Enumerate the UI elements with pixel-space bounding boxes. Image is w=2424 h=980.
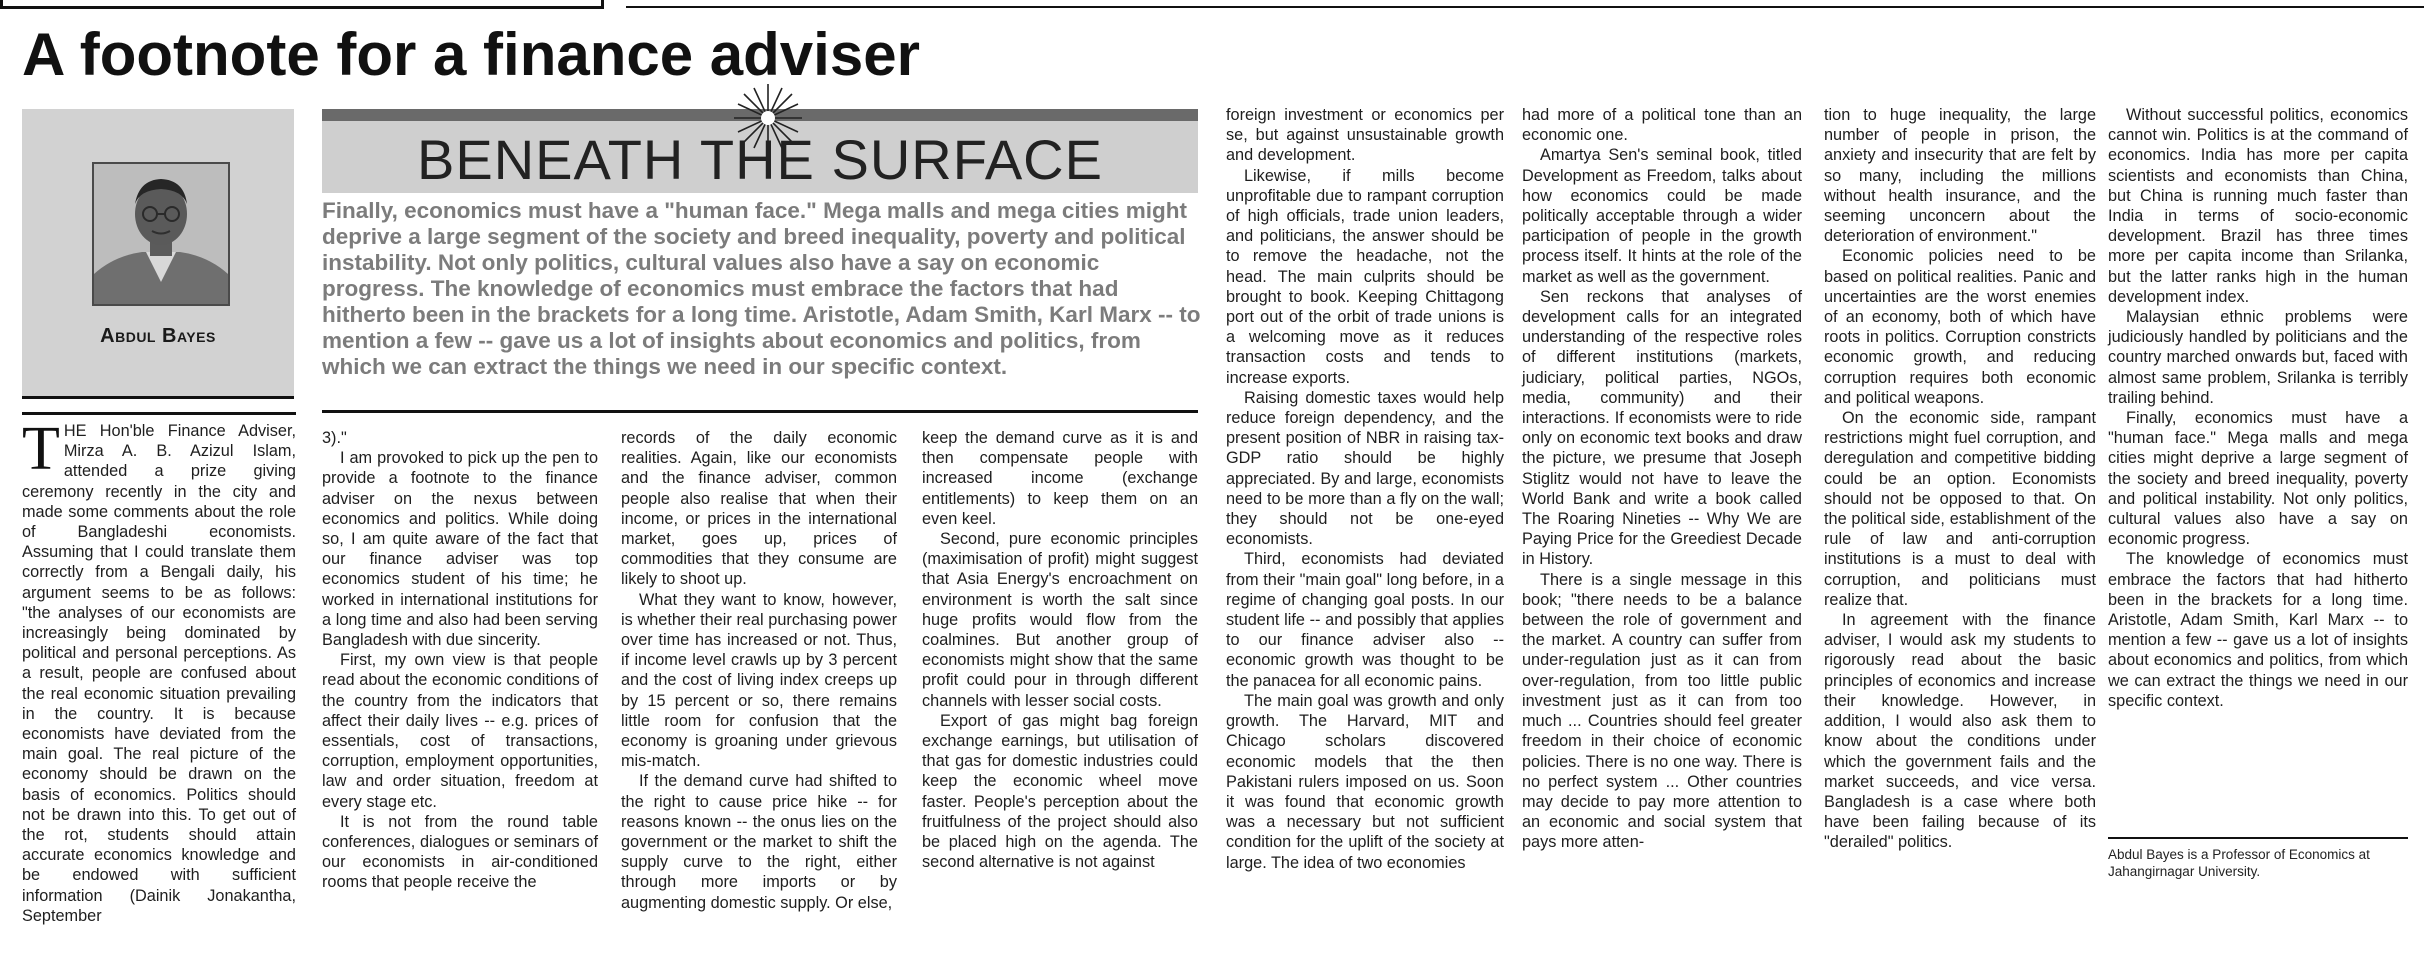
- masthead-rule: [626, 6, 2424, 8]
- paragraph: had more of a political tone than an economic one.: [1522, 106, 1802, 145]
- paragraph: Second, pure economic principles (maximisation of profit) might suggest that Asia Energy's encroachment on environment is worth the salt since huge profits would flow from the coalmines. But another group of economists might show that the same profit could pour in through different channels with lesser social costs.: [922, 530, 1198, 710]
- column-title-text: BENEATH THE SURFACE: [417, 128, 1103, 191]
- body-column-2: [322, 428, 598, 893]
- bio-rule: [2108, 837, 2408, 839]
- paragraph: Amartya Sen's seminal book, titled Development as Freedom, talks about how economics could be made politically acceptable through a wider participation of people in the growth process itself. It hints at the role of the market as well as the government.: [1522, 146, 1802, 286]
- paragraph: In agreement with the finance adviser, I would ask my students to rigorously read about the basic principles of economics and increase their knowledge. However, in addition, I would also ask them to know about the conditions under which the government fails and the market succeeds, and vice versa. Bangladesh is a case where both have been failing because of its "derailed" politics.: [1824, 611, 2096, 852]
- paragraph: 3).": [322, 429, 347, 447]
- author-rule: [22, 396, 294, 399]
- paragraph: tion to huge inequality, the large number of people in prison, the anxiety and insecurity that are felt by so many, including the millions without health insurance, and the seeming unconcern about the deterioration of environment.": [1824, 106, 2096, 246]
- paragraph: It is not from the round table conferences, dialogues or seminars of our economists in air-conditioned rooms that people receive the: [322, 812, 598, 892]
- paragraph: keep the demand curve as it is and then compensate people with increased income (exchange entitlements) to keep them on an even keel.: [922, 429, 1198, 528]
- author-photo: [92, 162, 230, 306]
- paragraph: The knowledge of economics must embrace the factors that had hitherto been in the brackets for a long time. Aristotle, Adam Smith, Karl Marx -- to mention a few -- gave us a lot of insights about economics and politics, from which we can extract the things we need in our specific context.: [2108, 550, 2408, 710]
- deck: Finally, economics must have a "human face." Mega malls and mega cities might deprive a large segment of the society and breed inequality, poverty and political instability. Not only politics, cultural values also have a say on economic progress. The knowledge of economics must embrace the factors that had hitherto been in the brackets for a long time. Aristotle, Adam Smith, Karl Marx -- to mention a few -- gave us a lot of insights about economics and politics, from which we can extract the things we need in our specific context.: [322, 198, 1201, 379]
- headline: A footnote for a finance adviser: [22, 21, 920, 88]
- paragraph: Economic policies need to be based on political realities. Panic and uncertainties are the worst enemies of an economy, both of which have roots in politics. Corruption constricts economic growth, and reducing corruption requires both economic and political weapons.: [1824, 247, 2096, 407]
- paragraph: First, my own view is that people read about the economic conditions of the country from the indicators that affect their daily lives -- e.g. prices of essentials, cost of transactions, corruption, employment opportunities, law and order situation, freedom at every stage etc.: [322, 651, 598, 811]
- body-column-5: [1226, 105, 1504, 873]
- body-column-7: [1824, 105, 2096, 853]
- paragraph: I am provoked to pick up the pen to provide a footnote to the finance adviser on the nexus between economics and politics. While doing so, I am quite aware of the fact that our finance adviser was top economics student of his time; he worked in international institutions for a long time and also had been serving Bangladesh with due sincerity.: [322, 449, 598, 650]
- author-bio: Abdul Bayes is a Professor of Economics at Jahangirnagar University.: [2108, 847, 2370, 879]
- body-column-1: [22, 412, 296, 926]
- body-column-8: [2108, 105, 2408, 711]
- paragraph: On the economic side, rampant restrictions might fuel corruption, and deregulation and competitive bidding could be an option. Economists should not be opposed to that. On the political side, establishment of the rule of law and anti-corruption institutions is a must to deal with corruption, and politicians must realize that.: [1824, 409, 2096, 609]
- masthead-box: [0, 0, 604, 9]
- paragraph: Sen reckons that analyses of development calls for an integrated understanding of the respective roles of different institutions (markets, judiciary, political parties, NGOs, media, community) and their interactions. If economists were to ride only on economic text books and draw the picture, we presume that Joseph Stiglitz would not have to leave the World Bank and write a book called The Roaring Nineties -- Why We are Paying Price for the Greediest Decade in History.: [1522, 287, 1802, 569]
- paragraph: Finally, economics must have a "human face." Mega malls and mega cities might deprive a large segment of the society and breed inequality, poverty and political instability. Not only politics, cultural values also have a say on economic progress.: [2108, 409, 2408, 549]
- author-name-text: Abdul Bayes: [100, 325, 216, 347]
- body-column-4: [922, 428, 1198, 872]
- drop-cap: T: [22, 415, 60, 483]
- body-column-6: [1522, 105, 1802, 853]
- column-rule: [322, 410, 1198, 413]
- paragraph: Third, economists had deviated from their "main goal" long before, in a regime of changing goal posts. In our student life -- and possibly that applies to our finance adviser also -- economic growth was thought to be the panacea for all economic pains.: [1226, 550, 1504, 690]
- paragraph: If the demand curve had shifted to the right to cause price hike -- for reasons known -- the onus lies on the government or the market to shift the supply curve to the right, either through more imports or by augmenting domestic supply. Or else,: [621, 772, 897, 912]
- paragraph: HE Hon'ble Finance Adviser, Mirza A. B. Azizul Islam, attended a prize giving ceremony recently in the city and made some comments about the role of Bangladeshi economists. Assuming that I could translate them correctly from a Bengali daily, his argument seems to be as follows: "the analyses of our economists are increasingly being dominated by political and personal perceptions. As a result, people are confused about the real economic situation prevailing in the country. It is because economists have deviated from the main goal. The real picture of the economy should be drawn on the basis of economics. Politics should not be drawn into this. To get out of the rot, students should attain accurate economics knowledge and be endowed with sufficient information (Dainik Jonakantha, September: [22, 422, 296, 925]
- paragraph: Likewise, if mills become unprofitable due to rampant corruption of high officials, trade union leaders, and politicians, the answer should be to remove the headache, not the head. The main culprits should be brought to book. Keeping Chittagong port out of the orbit of trade unions is a welcoming move as it reduces transaction costs and tends to increase exports.: [1226, 166, 1504, 387]
- paragraph: There is a single message in this book; "there needs to be a balance between the role of government and the market. A country can suffer from under-regulation just as it can from over-regulation, from too little public investment just as it can from too much ... Countries should feel greater freedom in their choice of economic policies. There is no one way. There is no perfect system ... Other countries may decide to pay more attention to an economic and social system that pays more atten-: [1522, 570, 1802, 852]
- author-name: [22, 325, 294, 348]
- paragraph: records of the daily economic realities. Again, like our economists and the finance adviser, common people also realise that when their income, or prices in the international market, goes up, prices of commodities that they consume are likely to shoot up.: [621, 429, 897, 589]
- paragraph: Without successful politics, economics cannot win. Politics is at the command of economics. India has more per capita scientists and economists than China, but China is running much faster than India in terms of socio-economic development. Brazil has three times more per capita income than Srilanka, but the latter ranks high in the human development index.: [2108, 106, 2408, 306]
- column-title: [322, 124, 1198, 195]
- paragraph: Malaysian ethnic problems were judiciously handled by politicians and the country marched onwards but, faced with almost same problem, Srilanka is terribly trailing behind.: [2108, 308, 2408, 407]
- paragraph: Raising domestic taxes would help reduce foreign dependency, and the present position of NBR in raising tax-GDP ratio should be highly appreciated. By and large, economists need to be more than a fly on the wall; they should not be one-eyed economists.: [1226, 388, 1504, 549]
- paragraph: The main goal was growth and only growth. The Harvard, MIT and Chicago scholars discovered economic models that the then Pakistani rulers imposed on us. Soon it was found that economic growth was a necessary but not sufficient condition for the uplift of the society at large. The idea of two economies: [1226, 691, 1504, 872]
- paragraph: What they want to know, however, is whether their real purchasing power over time has increased or not. Thus, if income level crawls up by 3 percent and the cost of living index creeps up by 15 percent or so, there remains little room for confusion that the economy is groaning under grievous mis-match.: [621, 590, 897, 771]
- body-column-3: [621, 428, 897, 913]
- paragraph: Export of gas might bag foreign exchange earnings, but utilisation of that gas for domestic industries could keep the economic wheel move faster. People's perception about the fruitfulness of the project should also be placed high on the agenda. The second alternative is not against: [922, 711, 1198, 872]
- paragraph: foreign investment or economics per se, but against unsustainable growth and development.: [1226, 106, 1504, 165]
